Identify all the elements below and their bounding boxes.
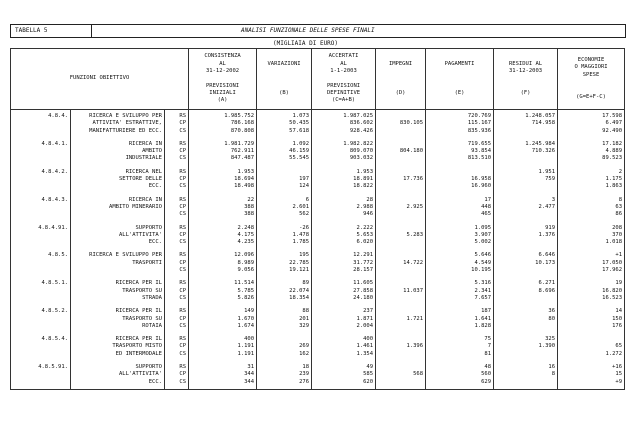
- row-accertati: 2.222 5.653 6.020: [312, 222, 376, 250]
- col-economie: ECONOMIE O MAGGIORI SPESE (G=E+F-C): [558, 49, 625, 110]
- row-residui: 919 1.376: [494, 222, 558, 250]
- table-number: TABELLA 5: [15, 27, 48, 34]
- row-pagamenti: 187 1.641 1.828: [426, 305, 494, 333]
- row-impegni: 5.283: [376, 222, 426, 250]
- row-impegni: 2.925: [376, 194, 426, 222]
- row-pagamenti: 16.958 16.960: [426, 166, 494, 194]
- row-impegni: 804.180: [376, 138, 426, 166]
- table-title: ANALISI FUNZIONALE DELLE SPESE FINALI: [241, 27, 375, 34]
- row-consistenza: 1.981.729 762.911 847.487: [189, 138, 257, 166]
- row-description: RICERCA E SVILUPPO PER TRASPORTI: [71, 249, 165, 277]
- col-funzioni-obiettivo: FUNZIONI OBIETTIVO: [11, 49, 189, 110]
- row-residui: 6.271 8.696: [494, 277, 558, 305]
- row-impegni: 17.736: [376, 166, 426, 194]
- row-description: RICERCA PER IL TRASPORTO MISTO ED INTERMODALE: [71, 333, 165, 361]
- table-row: [11, 138, 625, 166]
- row-accertati: 1.953 18.891 18.822: [312, 166, 376, 194]
- row-variazioni: 197 124: [257, 166, 312, 194]
- col-variazioni: VARIAZIONI (B): [257, 49, 312, 110]
- row-residui: 6.646 10.173: [494, 249, 558, 277]
- header-divider: [91, 25, 92, 37]
- row-accertati: 237 1.871 2.004: [312, 305, 376, 333]
- row-description: RICERCA PER IL TRASPORTO SU STRADA: [71, 277, 165, 305]
- row-pagamenti: 719.655 93.854 813.510: [426, 138, 494, 166]
- table-body: [11, 110, 625, 390]
- row-type-codes: RS CP CS: [165, 249, 189, 277]
- row-economie: 208 370 1.018: [558, 222, 625, 250]
- row-code: 4.8.4.3.: [11, 194, 71, 222]
- expenditure-table: [10, 48, 625, 390]
- row-type-codes: RS CP CS: [165, 138, 189, 166]
- row-variazioni: 1.092 46.159 55.545: [257, 138, 312, 166]
- table-header-box: [10, 24, 626, 38]
- row-description: SUPPORTO ALL'ATTIVITA' ECC.: [71, 222, 165, 250]
- row-consistenza: 11.514 5.785 5.826: [189, 277, 257, 305]
- table-row: [11, 361, 625, 389]
- row-variazioni: 195 22.785 19.121: [257, 249, 312, 277]
- row-type-codes: RS CP CS: [165, 277, 189, 305]
- row-pagamenti: 5.646 4.549 10.195: [426, 249, 494, 277]
- row-type-codes: RS CP CS: [165, 222, 189, 250]
- row-variazioni: 88 201 329: [257, 305, 312, 333]
- row-accertati: 12.291 31.772 28.157: [312, 249, 376, 277]
- row-description: RICERCA PER IL TRASPORTO SU ROTAIA: [71, 305, 165, 333]
- row-code: 4.8.5.2.: [11, 305, 71, 333]
- row-consistenza: 400 1.191 1.191: [189, 333, 257, 361]
- row-residui: 325 1.390: [494, 333, 558, 361]
- row-pagamenti: 75 7 81: [426, 333, 494, 361]
- row-code: 4.8.5.1.: [11, 277, 71, 305]
- row-residui: 1.245.984 710.326: [494, 138, 558, 166]
- row-description: RICERCA IN AMBITO INDUSTRIALE: [71, 138, 165, 166]
- row-residui: 36 80: [494, 305, 558, 333]
- table-row: [11, 305, 625, 333]
- row-type-codes: RS CP CS: [165, 166, 189, 194]
- row-residui: 1.248.057 714.958: [494, 110, 558, 138]
- row-economie: +1 17.050 17.962: [558, 249, 625, 277]
- row-accertati: 400 1.461 1.354: [312, 333, 376, 361]
- row-pagamenti: 720.769 115.167 835.936: [426, 110, 494, 138]
- row-code: 4.8.5.91.: [11, 361, 71, 389]
- row-type-codes: RS CP CS: [165, 361, 189, 389]
- row-accertati: 1.982.822 809.070 903.032: [312, 138, 376, 166]
- row-description: SUPPORTO ALL'ATTIVITA' ECC.: [71, 361, 165, 389]
- row-pagamenti: 48 560 629: [426, 361, 494, 389]
- row-description: RICERCA NEL SETTORE DELLE ECC.: [71, 166, 165, 194]
- col-consistenza: CONSISTENZA AL 31-12-2002 PREVISIONI INIZIALI (A): [189, 49, 257, 110]
- col-pagamenti: PAGAMENTI (E): [426, 49, 494, 110]
- column-header-row: [11, 49, 625, 110]
- row-type-codes: RS CP CS: [165, 194, 189, 222]
- row-economie: 65 1.272: [558, 333, 625, 361]
- row-consistenza: 31 344 344: [189, 361, 257, 389]
- table-row: [11, 222, 625, 250]
- table-row: [11, 249, 625, 277]
- row-variazioni: 18 239 276: [257, 361, 312, 389]
- row-residui: 16 8: [494, 361, 558, 389]
- col-accertati: ACCERTATI AL 1-1-2003 PREVISIONI DEFINITIVE (C=A+B): [312, 49, 376, 110]
- row-consistenza: 22 388 388: [189, 194, 257, 222]
- row-variazioni: 1.073 50.435 57.618: [257, 110, 312, 138]
- row-pagamenti: 17 448 465: [426, 194, 494, 222]
- col-impegni: IMPEGNI (D): [376, 49, 426, 110]
- row-code: 4.8.4.1.: [11, 138, 71, 166]
- row-economie: 14 150 176: [558, 305, 625, 333]
- table-row: [11, 166, 625, 194]
- row-impegni: 830.105: [376, 110, 426, 138]
- row-pagamenti: 5.316 2.341 7.657: [426, 277, 494, 305]
- row-accertati: 28 2.988 946: [312, 194, 376, 222]
- row-consistenza: 1.953 18.694 18.498: [189, 166, 257, 194]
- row-consistenza: 12.096 8.989 9.056: [189, 249, 257, 277]
- row-consistenza: 2.248 4.175 4.235: [189, 222, 257, 250]
- table-row: [11, 110, 625, 138]
- row-impegni: 568: [376, 361, 426, 389]
- row-variazioni: 89 22.074 18.354: [257, 277, 312, 305]
- table-row: [11, 194, 625, 222]
- row-consistenza: 149 1.670 1.674: [189, 305, 257, 333]
- row-variazioni: 6 2.601 562: [257, 194, 312, 222]
- row-type-codes: RS CP CS: [165, 110, 189, 138]
- row-code: 4.8.4.91.: [11, 222, 71, 250]
- row-code: 4.8.4.2.: [11, 166, 71, 194]
- unit-label: (MIGLIAIA DI EURO): [273, 40, 339, 47]
- row-variazioni: 269 162: [257, 333, 312, 361]
- row-code: 4.8.4.: [11, 110, 71, 138]
- table-row: [11, 333, 625, 361]
- row-impegni: 14.722: [376, 249, 426, 277]
- row-residui: 3 2.477: [494, 194, 558, 222]
- row-economie: 17.598 6.497 92.490: [558, 110, 625, 138]
- row-consistenza: 1.985.752 786.168 870.808: [189, 110, 257, 138]
- row-accertati: 49 585 620: [312, 361, 376, 389]
- row-pagamenti: 1.095 3.907 5.002: [426, 222, 494, 250]
- row-impegni: 1.396: [376, 333, 426, 361]
- row-variazioni: -26 1.478 1.785: [257, 222, 312, 250]
- row-type-codes: RS CP CS: [165, 305, 189, 333]
- row-residui: 1.951 759: [494, 166, 558, 194]
- row-economie: 17.182 4.889 89.523: [558, 138, 625, 166]
- row-economie: 8 63 86: [558, 194, 625, 222]
- row-description: RICERCA IN AMBITO MINERARIO: [71, 194, 165, 222]
- row-code: 4.8.5.4.: [11, 333, 71, 361]
- table-row: [11, 277, 625, 305]
- row-description: RICERCA E SVILUPPO PER ATTIVITA' ESTRATTIVE, MANIFATTURIERE ED ECC.: [71, 110, 165, 138]
- row-impegni: 1.721: [376, 305, 426, 333]
- row-accertati: 1.987.025 836.602 928.426: [312, 110, 376, 138]
- row-accertati: 11.605 27.858 24.180: [312, 277, 376, 305]
- row-economie: 19 16.820 16.523: [558, 277, 625, 305]
- row-code: 4.8.5.: [11, 249, 71, 277]
- row-type-codes: RS CP CS: [165, 333, 189, 361]
- col-residui: RESIDUI AL 31-12-2003 (F): [494, 49, 558, 110]
- row-impegni: 11.037: [376, 277, 426, 305]
- row-economie: +16 15 +9: [558, 361, 625, 389]
- row-economie: 2 1.175 1.863: [558, 166, 625, 194]
